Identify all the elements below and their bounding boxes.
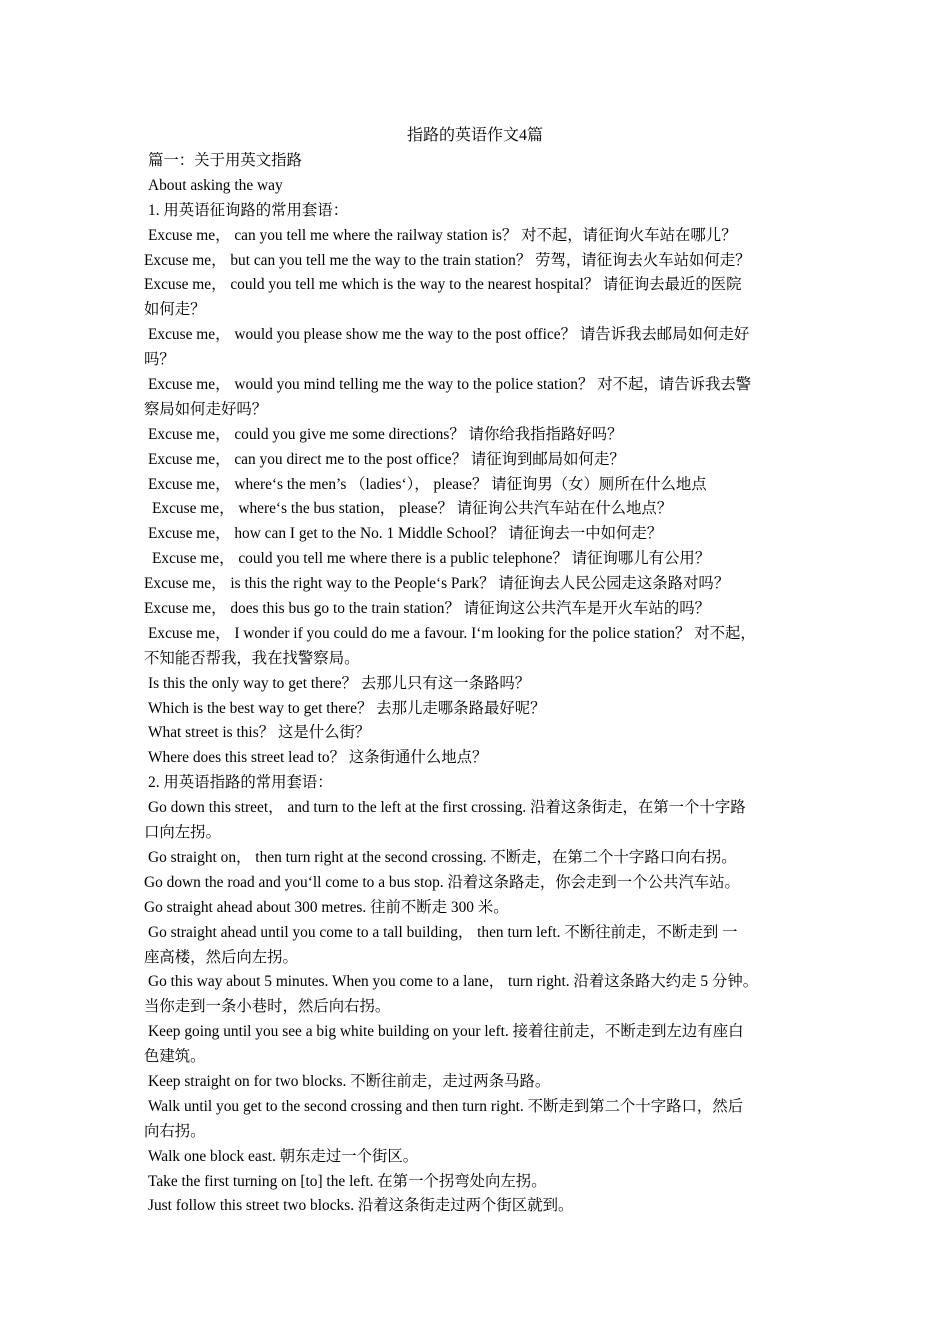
text-line: Excuse me， where‘s the men’s （ladies‘）， please？ 请征询男（女）厕所在什么地点 — [148, 475, 707, 493]
text-line: 当你走到一条小巷时，然后向右拐。 — [144, 998, 391, 1016]
text-line: Excuse me， is this the right way to the People‘s Park？ 请征询去人民公园走这条路对吗？ — [144, 575, 730, 593]
text-line: Go down this street， and turn to the left at the first crossing. 沿着这条街走，在第一个十字路 — [148, 799, 746, 817]
text-line: 色建筑。 — [144, 1048, 206, 1066]
text-line: What street is this？ 这是什么街？ — [148, 724, 371, 742]
text-line: Excuse me， can you tell me where the railway station is？ 对不起，请征询火车站在哪儿？ — [148, 226, 737, 244]
text-line: Where does this street lead to？ 这条街通什么地点？ — [148, 749, 488, 767]
text-line: Walk one block east. 朝东走过一个街区。 — [148, 1147, 419, 1165]
text-line: Excuse me， I wonder if you could do me a favour. I‘m looking for the police station？ 对不起， — [148, 624, 756, 642]
subheading: About asking the way — [148, 176, 283, 194]
list-heading: 1. 用英语征询路的常用套语： — [148, 201, 349, 219]
text-line: Go this way about 5 minutes. When you come to a lane， turn right. 沿着这条路大约走 5 分钟。 — [148, 973, 759, 991]
text-line: Go straight on， then turn right at the second crossing. 不断走，在第二个十字路口向右拐。 — [148, 848, 737, 866]
text-line: Excuse me， could you give me some directions？ 请你给我指指路好吗？ — [148, 425, 623, 443]
text-line: 察局如何走好吗？ — [144, 400, 268, 418]
text-line: Keep going until you see a big white building on your left. 接着往前走，不断走到左边有座白 — [148, 1023, 744, 1041]
text-line: 座高楼，然后向左拐。 — [144, 948, 298, 966]
text-line: Excuse me， does this bus go to the train station？ 请征询这公共汽车是开火车站的吗？ — [144, 600, 710, 618]
text-line: Take the first turning on [to] the left. 在第一个拐弯处向左拐。 — [148, 1172, 547, 1190]
text-line: 向右拐。 — [144, 1122, 206, 1140]
text-line: Excuse me， where‘s the bus station， please？ 请征询公共汽车站在什么地点？ — [152, 500, 673, 518]
text-line: Excuse me， but can you tell me the way to the train station？ 劳驾，请征询去火车站如何走？ — [144, 251, 751, 269]
text-line: Excuse me， could you tell me where there is a public telephone？ 请征询哪儿有公用？ — [152, 550, 711, 568]
text-line: Just follow this street two blocks. 沿着这条街走过两个街区就到。 — [148, 1197, 574, 1215]
text-line: 不知能否帮我，我在找警察局。 — [144, 649, 360, 667]
text-line: Go down the road and you‘ll come to a bus stop. 沿着这条路走，你会走到一个公共汽车站。 — [144, 873, 740, 891]
text-line: Keep straight on for two blocks. 不断往前走，走过两条马路。 — [148, 1072, 551, 1090]
text-line: Excuse me， would you please show me the way to the post office？ 请告诉我去邮局如何走好 — [148, 326, 750, 344]
text-line: 吗？ — [144, 351, 175, 369]
text-line: Go straight ahead until you come to a tall building， then turn left. 不断往前走，不断走到 一 — [148, 923, 738, 941]
text-line: Excuse me， how can I get to the No. 1 Middle School？ 请征询去一中如何走？ — [148, 525, 663, 543]
text-line: Which is the best way to get there？ 去那儿走哪条路最好呢？ — [148, 699, 546, 717]
text-line: 如何走？ — [144, 301, 206, 319]
text-line: Excuse me， could you tell me which is the way to the nearest hospital？ 请征询去最近的医院 — [144, 276, 742, 294]
text-line: Excuse me， can you direct me to the post office？ 请征询到邮局如何走？ — [148, 450, 625, 468]
section-heading: 篇一：关于用英文指路 — [148, 152, 302, 169]
text-line: Go straight ahead about 300 metres. 往前不断走 300 米。 — [144, 898, 509, 916]
document-title: 指路的英语作文4篇 — [406, 127, 543, 144]
text-line: Excuse me， would you mind telling me the way to the police station？ 对不起，请告诉我去警 — [148, 376, 752, 394]
document-body — [144, 149, 824, 1219]
text-line: Is this the only way to get there？ 去那儿只有这一条路吗？ — [148, 674, 531, 692]
text-line: 口向左拐。 — [144, 824, 221, 842]
text-line: Walk until you get to the second crossing and then turn right. 不断走到第二个十字路口，然后 — [148, 1097, 744, 1115]
list-heading: 2. 用英语指路的常用套语： — [148, 774, 333, 792]
